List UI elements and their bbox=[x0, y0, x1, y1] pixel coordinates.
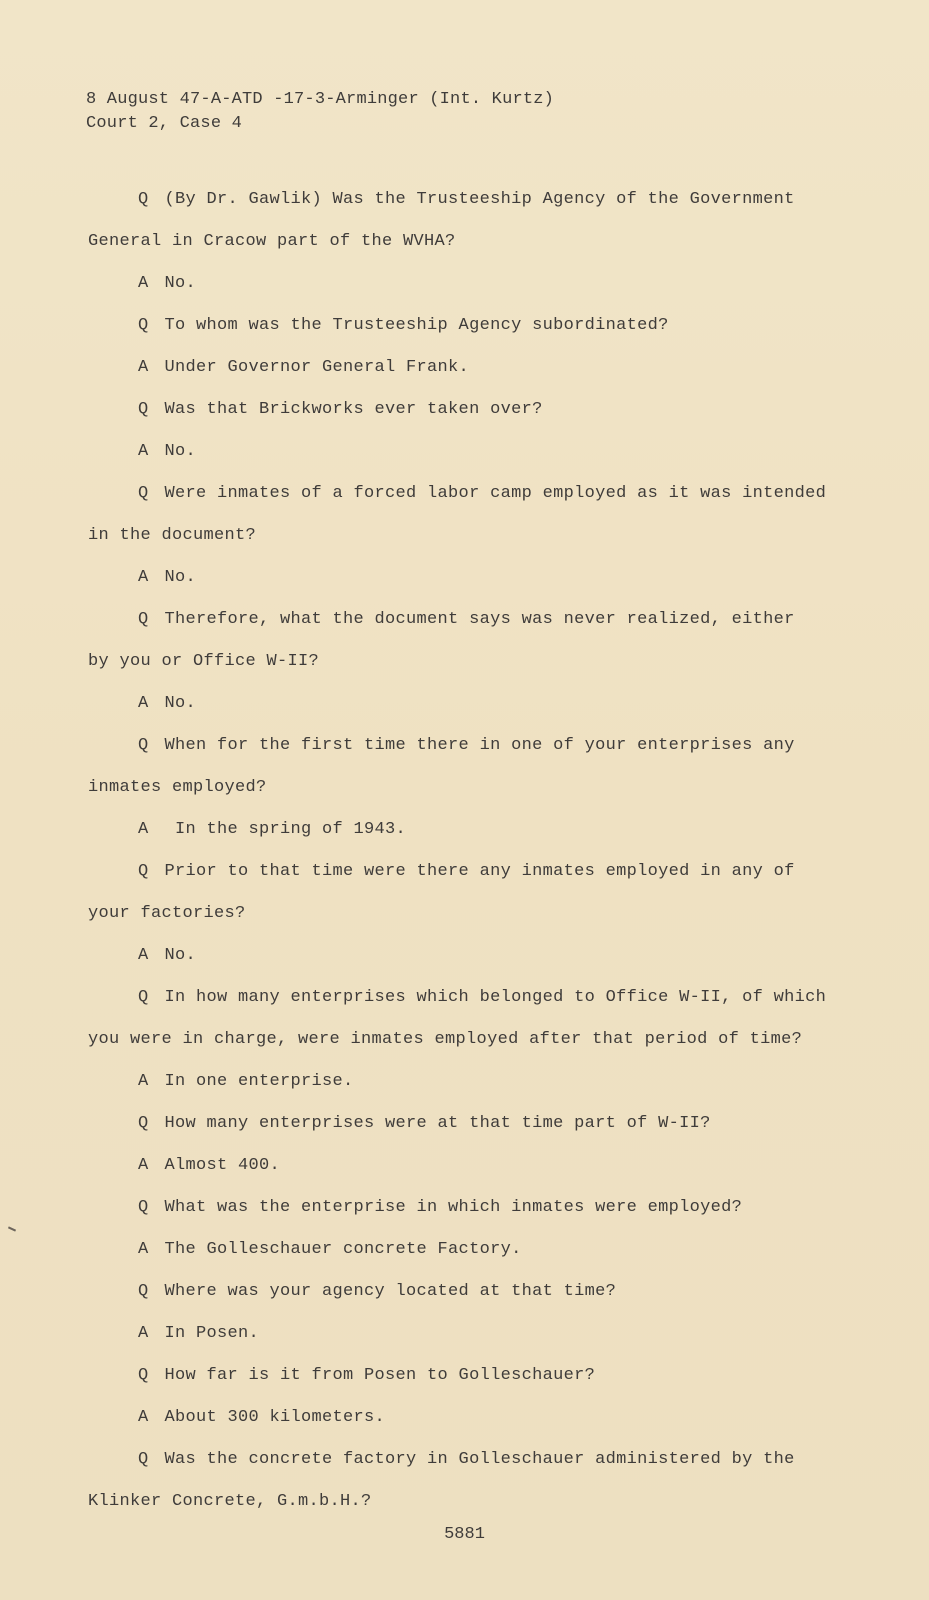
line-text: Therefore, what the document says was never realized, either bbox=[164, 610, 795, 629]
question-line bbox=[86, 1195, 846, 1237]
answer-label: A bbox=[138, 274, 149, 293]
page-number: 5881 bbox=[444, 1525, 485, 1544]
question-label: Q bbox=[138, 400, 149, 419]
question-label: Q bbox=[138, 988, 149, 1007]
question-line bbox=[86, 481, 846, 523]
header-court-line: Court 2, Case 4 bbox=[86, 114, 243, 133]
answer-label: A bbox=[138, 568, 149, 587]
line-text: In the spring of 1943. bbox=[164, 820, 407, 839]
line-text: Almost 400. bbox=[164, 1156, 281, 1175]
line-text: you were in charge, were inmates employed after that period of time? bbox=[88, 1030, 803, 1049]
question-line bbox=[86, 1447, 846, 1489]
line-text: No. bbox=[164, 694, 197, 713]
question-label: Q bbox=[138, 190, 149, 209]
line-text: No. bbox=[164, 442, 197, 461]
line-text: Was the concrete factory in Golleschauer administered by the bbox=[164, 1450, 795, 1469]
question-label: Q bbox=[138, 736, 149, 755]
answer-label: A bbox=[138, 1072, 149, 1091]
question-line bbox=[86, 397, 846, 439]
continuation-line bbox=[86, 229, 846, 271]
question-line bbox=[86, 985, 846, 1027]
line-text: Klinker Concrete, G.m.b.H.? bbox=[88, 1492, 372, 1511]
answer-line bbox=[86, 355, 846, 397]
line-text: General in Cracow part of the WVHA? bbox=[88, 232, 456, 251]
line-text: Where was your agency located at that time? bbox=[164, 1282, 617, 1301]
answer-label: A bbox=[138, 820, 149, 839]
answer-line bbox=[86, 1237, 846, 1279]
answer-label: A bbox=[138, 946, 149, 965]
line-text: by you or Office W-II? bbox=[88, 652, 320, 671]
continuation-line bbox=[86, 523, 846, 565]
question-line bbox=[86, 733, 846, 775]
line-text: To whom was the Trusteeship Agency subordinated? bbox=[164, 316, 669, 335]
line-text: Were inmates of a forced labor camp employed as it was intended bbox=[164, 484, 827, 503]
question-line bbox=[86, 1279, 846, 1321]
answer-line bbox=[86, 1405, 846, 1447]
continuation-line bbox=[86, 775, 846, 817]
question-line bbox=[86, 187, 846, 229]
question-label: Q bbox=[138, 484, 149, 503]
answer-label: A bbox=[138, 442, 149, 461]
answer-label: A bbox=[138, 1156, 149, 1175]
answer-label: A bbox=[138, 1324, 149, 1343]
line-text: No. bbox=[164, 274, 197, 293]
answer-label: A bbox=[138, 1408, 149, 1427]
line-text: (By Dr. Gawlik) Was the Trusteeship Agency of the Government bbox=[164, 190, 795, 209]
line-text: How many enterprises were at that time part of W-II? bbox=[164, 1114, 711, 1133]
question-label: Q bbox=[138, 610, 149, 629]
question-line bbox=[86, 313, 846, 355]
question-label: Q bbox=[138, 1450, 149, 1469]
answer-line bbox=[86, 439, 846, 481]
answer-line bbox=[86, 691, 846, 733]
line-text: Under Governor General Frank. bbox=[164, 358, 470, 377]
line-text: Prior to that time were there any inmates employed in any of bbox=[164, 862, 795, 881]
continuation-line bbox=[86, 649, 846, 691]
line-text: No. bbox=[164, 568, 197, 587]
line-text: About 300 kilometers. bbox=[164, 1408, 386, 1427]
question-line bbox=[86, 859, 846, 901]
answer-line bbox=[86, 1069, 846, 1111]
line-text: In how many enterprises which belonged to Office W-II, of which bbox=[164, 988, 827, 1007]
answer-label: A bbox=[138, 1240, 149, 1259]
line-text: In Posen. bbox=[164, 1324, 260, 1343]
question-label: Q bbox=[138, 1282, 149, 1301]
answer-line bbox=[86, 1153, 846, 1195]
question-line bbox=[86, 607, 846, 649]
line-text: In one enterprise. bbox=[164, 1072, 354, 1091]
line-text: in the document? bbox=[88, 526, 257, 545]
line-text: your factories? bbox=[88, 904, 246, 923]
answer-line bbox=[86, 565, 846, 607]
line-text: How far is it from Posen to Golleschauer? bbox=[164, 1366, 596, 1385]
line-text: The Golleschauer concrete Factory. bbox=[164, 1240, 522, 1259]
header-date-line: 8 August 47-A-ATD -17-3-Arminger (Int. Kurtz) bbox=[86, 90, 555, 109]
answer-line bbox=[86, 943, 846, 985]
answer-label: A bbox=[138, 358, 149, 377]
line-text: inmates employed? bbox=[88, 778, 267, 797]
answer-label: A bbox=[138, 694, 149, 713]
question-label: Q bbox=[138, 1366, 149, 1385]
answer-line bbox=[86, 817, 846, 859]
line-text: Was that Brickworks ever taken over? bbox=[164, 400, 543, 419]
question-line bbox=[86, 1363, 846, 1405]
margin-mark bbox=[8, 1226, 16, 1231]
question-label: Q bbox=[138, 862, 149, 881]
question-label: Q bbox=[138, 1114, 149, 1133]
question-label: Q bbox=[138, 316, 149, 335]
continuation-line bbox=[86, 1027, 846, 1069]
question-label: Q bbox=[138, 1198, 149, 1217]
line-text: No. bbox=[164, 946, 197, 965]
question-line bbox=[86, 1111, 846, 1153]
line-text: What was the enterprise in which inmates were employed? bbox=[164, 1198, 743, 1217]
transcript-body bbox=[86, 187, 846, 1531]
document-header bbox=[86, 88, 554, 136]
line-text: When for the first time there in one of your enterprises any bbox=[164, 736, 795, 755]
answer-line bbox=[86, 271, 846, 313]
answer-line bbox=[86, 1321, 846, 1363]
continuation-line bbox=[86, 901, 846, 943]
